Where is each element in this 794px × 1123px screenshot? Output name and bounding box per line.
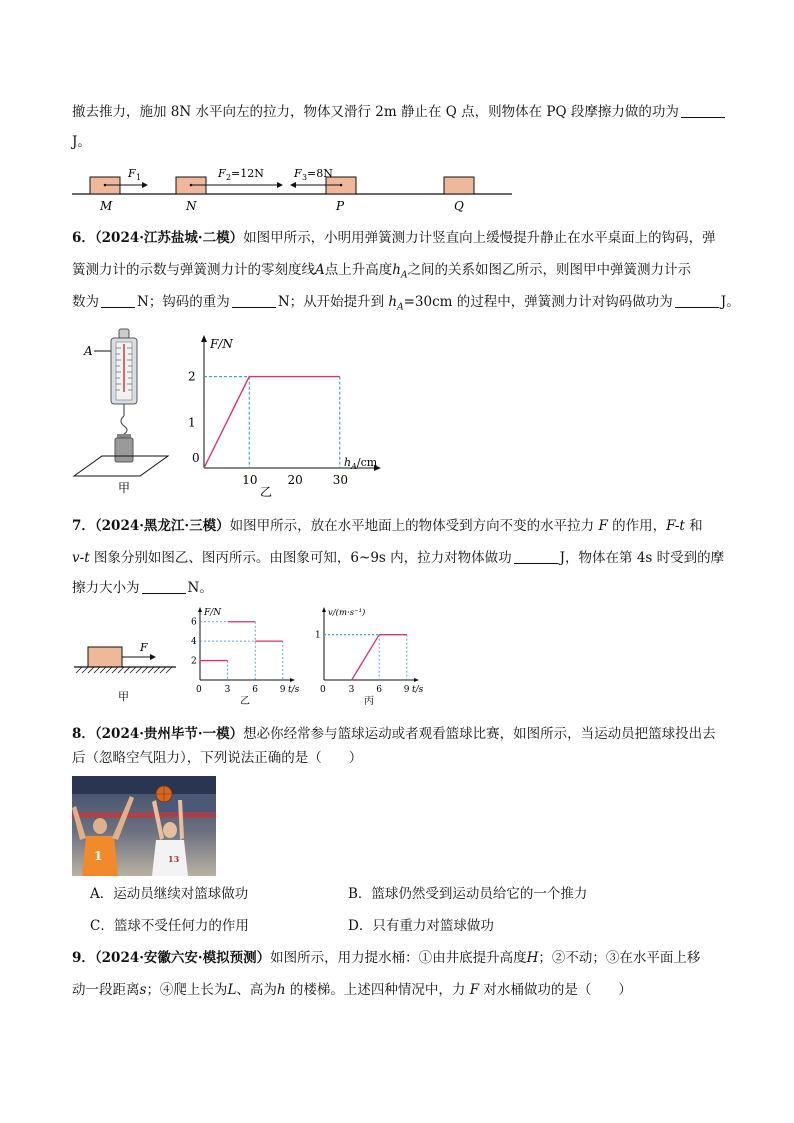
q8-option-c[interactable]: C．篮球不受任何力的作用 — [90, 918, 249, 934]
q7-fig-a-caption: 甲 — [118, 690, 129, 703]
q8-text-line2: 后（忽略空气阻力），下列说法正确的是（ ） — [72, 750, 363, 766]
q6-f-h-chart — [184, 332, 394, 500]
label-q: Q — [454, 199, 464, 213]
q7-text-line3: 擦力大小为 N。 — [72, 580, 213, 596]
q6-fig-a-caption: 甲 — [118, 481, 131, 495]
q6-text-line2: 簧测力计的示数与弹簧测力计的零刻度线A点上升高度$h_A$之间的关系如图乙所示，则图甲中弹簧测力计示 — [72, 262, 691, 281]
svg-text:1: 1 — [136, 173, 142, 182]
q7f-xlabel: t/s — [288, 685, 300, 695]
jersey-number-13: 13 — [168, 854, 180, 864]
point-a-label: A — [84, 344, 93, 358]
f1-label: F — [128, 167, 136, 180]
q7f-x-tick-9: 9 — [279, 685, 286, 695]
svg-text:2: 2 — [226, 173, 232, 182]
q7-text-line1: 7．（2024·黑龙江·三模）如图甲所示，放在水平地面上的物体受到方向不变的水平拉力 F 的作用，F-t 和 — [72, 518, 703, 534]
q7-block-figure — [72, 636, 182, 706]
label-p: P — [336, 199, 345, 213]
q6-x-tick-30: 30 — [332, 473, 349, 487]
q7-force-label: F — [140, 641, 148, 654]
q7f-y-tick-4: 4 — [191, 637, 197, 648]
q6-x-tick-20: 20 — [287, 473, 303, 487]
svg-text:=8N: =8N — [307, 167, 333, 180]
q6-blank-2[interactable] — [232, 293, 276, 308]
q5-figure — [72, 164, 522, 216]
f3-label: F — [294, 167, 302, 180]
q7-f-t-chart — [188, 604, 306, 708]
jersey-number-1: 1 — [94, 849, 103, 863]
q7-fig-b-caption: 乙 — [240, 696, 250, 707]
q7f-x-tick-6: 6 — [252, 685, 258, 695]
q6-series-line — [204, 377, 340, 468]
q7f-origin: 0 — [196, 685, 202, 695]
q7v-y-tick-1: 1 — [315, 630, 321, 641]
svg-text:3: 3 — [302, 173, 308, 182]
q8-option-b[interactable]: B．篮球仍然受到运动员给它的一个推力 — [348, 886, 588, 902]
f2-label: F — [218, 167, 226, 180]
q7v-x-tick-6: 6 — [376, 685, 382, 695]
q6-y-tick-2: 2 — [188, 369, 196, 384]
q7v-ylabel: v/(m·s⁻¹) — [328, 608, 366, 618]
q7v-x-tick-3: 3 — [348, 685, 355, 695]
q6-x-tick-10: 10 — [242, 473, 258, 487]
q7v-segment-1 — [352, 635, 380, 680]
q7-v-t-chart — [312, 604, 430, 708]
svg-text:=12N: =12N — [231, 167, 264, 180]
q6-y-tick-1: 1 — [188, 415, 196, 430]
q7v-x-tick-9: 9 — [403, 685, 410, 695]
q5-text-line1: 撤去推力，施加 8N 水平向左的拉力，物体又滑行 2m 静止在 Q 点，则物体在 PQ 段摩擦力做的功为 — [72, 102, 727, 122]
label-m: M — [100, 199, 113, 213]
q7-text-line2: v-t 图象分别如图乙、图丙所示。由图象可知，6~9s 内，拉力对物体做功 J，物体在第 4s 时受到的摩 — [72, 550, 725, 566]
q6-blank-3[interactable] — [675, 293, 719, 308]
q6-spring-scale-figure — [72, 326, 182, 496]
basketball-photo — [72, 776, 216, 876]
q7v-xlabel: t/s — [412, 685, 424, 695]
q5-text-line2: J。 — [72, 134, 91, 150]
q7v-origin: 0 — [320, 685, 326, 695]
q7-blank-1[interactable] — [514, 549, 558, 564]
q7f-y-tick-2: 2 — [191, 656, 197, 667]
q8-option-d[interactable]: D．只有重力对篮球做功 — [348, 918, 494, 934]
q5-answer-blank[interactable] — [681, 103, 725, 118]
block-q — [444, 177, 474, 194]
q8-option-a[interactable]: A．运动员继续对篮球做功 — [90, 886, 249, 902]
q6-origin: 0 — [192, 451, 200, 465]
q7f-y-tick-6: 6 — [191, 617, 197, 628]
q6-fig-b-caption: 乙 — [260, 485, 273, 499]
q6-xlabel: $h_A/cm$ — [344, 456, 378, 471]
q7f-x-tick-3: 3 — [224, 685, 231, 695]
q6-blank-1[interactable] — [101, 293, 135, 308]
q7-blank-2[interactable] — [142, 579, 186, 594]
q9-text-line2: 动一段距离s；④爬上长为L、高为h 的楼梯。上述四种情况中，力 F 对水桶做功的是（ ） — [72, 982, 632, 998]
q8-text-line1: 8．（2024·贵州毕节·一模）想必你经常参与篮球运动或者观看篮球比赛，如图所示，当运动员把篮球投出去 — [72, 726, 716, 742]
q7-fig-c-caption: 丙 — [364, 696, 374, 707]
q9-text-line1: 9．（2024·安徽六安·模拟预测）如图所示，用力提水桶：①由井底提升高度H；②不动；③在水平面上移 — [72, 950, 701, 966]
q6-text-line3: 数为 N；钩码的重为 N；从开始提升到 $h_A=30cm$ 的过程中，弹簧测力计对钩码做功为 J。 — [72, 294, 740, 313]
q7f-ylabel: F/N — [204, 608, 222, 618]
q6-ylabel: F/N — [210, 337, 233, 351]
q6-text-line1: 6．（2024·江苏盐城·二模）如图甲所示，小明用弹簧测力计竖直向上缓慢提升静止在水平桌面上的钩码，弹 — [72, 230, 716, 246]
label-n: N — [186, 199, 197, 213]
